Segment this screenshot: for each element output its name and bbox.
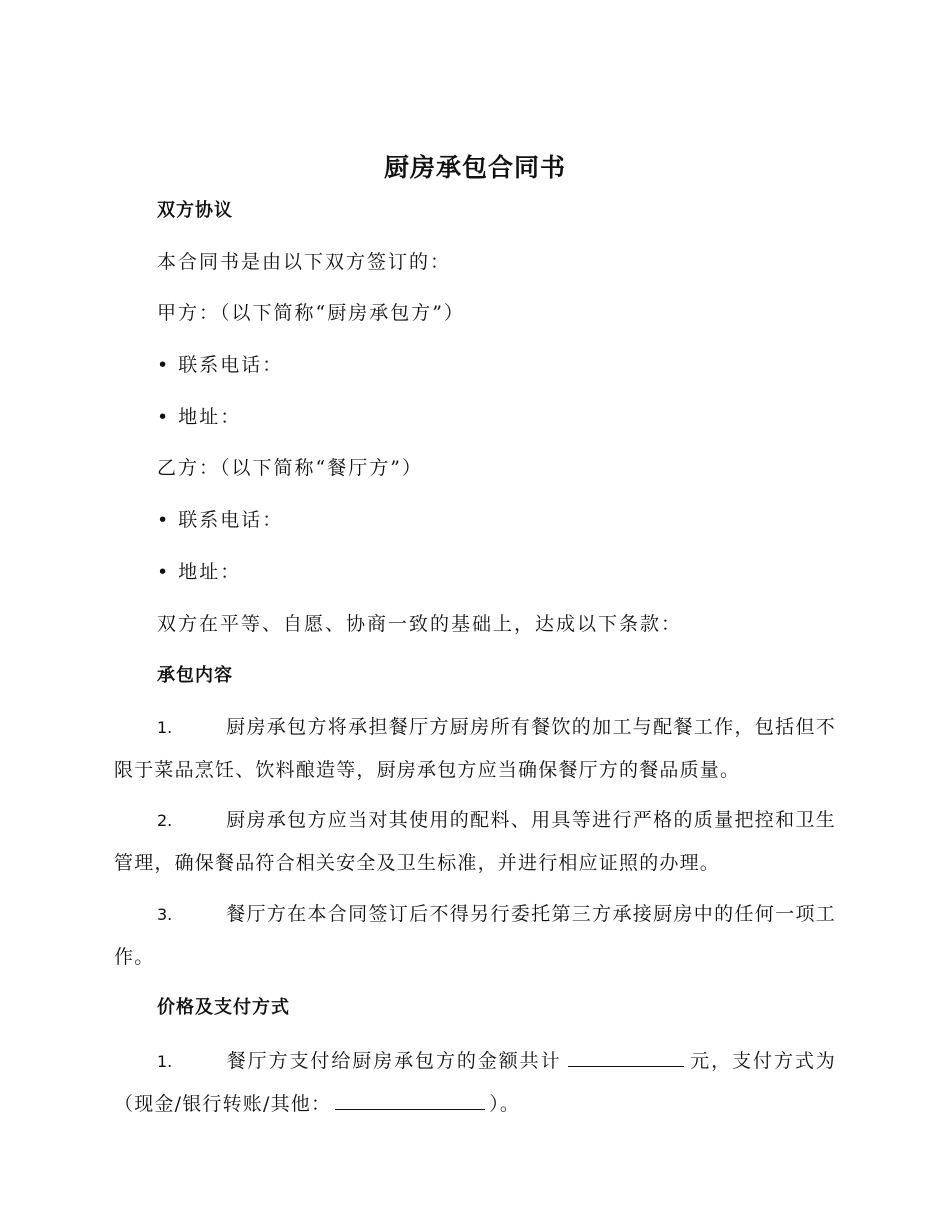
document-title: 厨房承包合同书 [383, 153, 566, 182]
payment-item [114, 1040, 836, 1126]
item-text-after: ）。 [489, 1093, 521, 1115]
party-b-address: • 地址： [157, 561, 242, 583]
parties-intro: 本合同书是由以下双方签订的： [157, 251, 452, 273]
item-number: 1. [157, 1052, 173, 1071]
scope-item [114, 893, 836, 979]
party-a-address: • 地址： [157, 406, 242, 428]
item-text: 厨房承包方应当对其使用的配料、用具等进行严格的质量把控和卫生管理，确保餐品符合相关安全及卫生标准，并进行相应证照的办理。 [114, 809, 836, 874]
party-b-line: 乙方：（以下简称“餐厅方”） [157, 457, 423, 479]
item-text-before: 餐厅方支付给厨房承包方的金额共计 [226, 1050, 562, 1072]
item-text: 厨房承包方将承担餐厅方厨房所有餐饮的加工与配餐工作，包括但不限于菜品烹饪、饮料酿造等，厨房承包方应当确保餐厅方的餐品质量。 [114, 716, 836, 781]
item-number: 2. [157, 811, 173, 830]
payment-method-blank-field[interactable] [335, 1089, 485, 1110]
party-a-line: 甲方：（以下简称“厨房承包方”） [157, 302, 465, 324]
scope-item [114, 706, 836, 792]
item-text: 餐厅方在本合同签订后不得另行委托第三方承接厨房中的任何一项工作。 [114, 903, 836, 968]
section-heading-scope: 承包内容 [157, 665, 233, 686]
amount-blank-field[interactable] [568, 1046, 684, 1067]
scope-item [114, 799, 836, 885]
section-heading-payment: 价格及支付方式 [157, 997, 290, 1018]
agreement-statement: 双方在平等、自愿、协商一致的基础上，达成以下条款： [157, 613, 683, 635]
item-number: 3. [157, 905, 173, 924]
item-number: 1. [157, 718, 173, 737]
party-a-phone: • 联系电话： [157, 354, 284, 376]
item-text-middle: 元，支付方式为（现金/银行转账/其他： [114, 1050, 837, 1115]
section-heading-parties: 双方协议 [157, 200, 233, 221]
party-b-phone: • 联系电话： [157, 509, 284, 531]
